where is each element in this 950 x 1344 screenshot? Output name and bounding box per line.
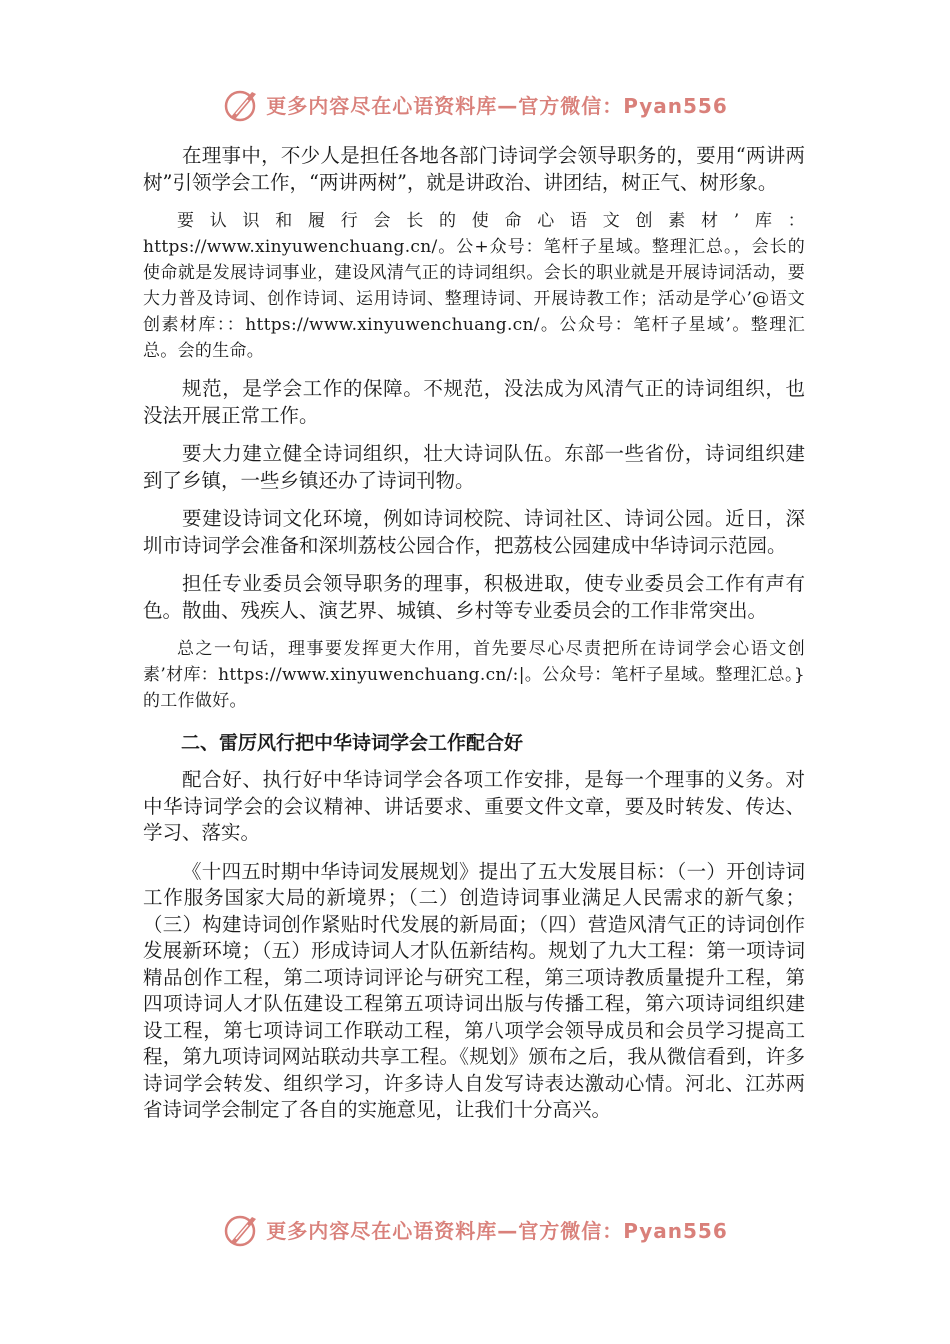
feather-pen-icon xyxy=(222,84,262,124)
paragraph: 担任专业委员会领导职务的理事，积极进取，使专业委员会工作有声有色。散曲、残疾人、演艺界、城镇、乡村等专业委员会的工作非常突出。 xyxy=(143,572,805,622)
watermark-text: 更多内容尽在心语资料库—官方微信：Pyan556 xyxy=(266,93,728,118)
watermark-text: 更多内容尽在心语资料库—官方微信：Pyan556 xyxy=(266,1218,728,1243)
paragraph: 要建设诗词文化环境，例如诗词校院、诗词社区、诗词公园。近日，深圳市诗词学会准备和深圳荔枝公园合作，把荔枝公园建成中华诗词示范园。 xyxy=(143,507,805,557)
paragraph: 规范，是学会工作的保障。不规范，没法成为风清气正的诗词组织，也没法开展正常工作。 xyxy=(143,377,805,427)
paragraph: 要认识和履行会长的使命心语文创素材’库：https://www.xinyuwenchuang.cn/。公+众号：笔杆子星域。整理汇总。，会长的使命就是发展诗词事业，建设风清气正的诗词组织。会长的职业就是开展诗词活动，要大力普及诗词、创作诗词、运用诗词、整理诗词、开展诗教工作；活动是学心’@语文创素材库：：https://www.xinyuwenchuang.cn/。公众号：笔杆子星域’。整理汇总。会的生命。 xyxy=(143,211,805,361)
paragraph: 总之一句话，理事要发挥更大作用，首先要尽心尽责把所在诗词学会心语文创素’材库：https://www.xinyuwenchuang.cn/:|。公众号：笔杆子星域。整理汇总。}的工作做好。 xyxy=(143,639,805,711)
feather-pen-icon xyxy=(222,1209,262,1249)
paragraph: 配合好、执行好中华诗词学会各项工作安排，是每一个理事的义务。对中华诗词学会的会议精神、讲话要求、重要文件文章，要及时转发、传达、学习、落实。 xyxy=(143,768,805,844)
paragraph: 在理事中，不少人是担任各地各部门诗词学会领导职务的，要用“两讲两树”引领学会工作，“两讲两树”，就是讲政治、讲团结，树正气、树形象。 xyxy=(143,144,805,194)
paragraph: 《十四五时期中华诗词发展规划》提出了五大发展目标：（一）开创诗词工作服务国家大局的新境界；（二）创造诗词事业满足人民需求的新气象；（三）构建诗词创作紧贴时代发展的新局面；（四）营造风清气正的诗词创作发展新环境；（五）形成诗词人才队伍新结构。规划了九大工程：第一项诗词精品创作工程，第二项诗词评论与研究工程，第三项诗教质量提升工程，第四项诗词人才队伍建设工程第五项诗词出版与传播工程，第六项诗词组织建设工程，第七项诗词工作联动工程，第八项学会领导成员和会员学习提高工程，第九项诗词网站联动共享工程。《规划》颁布之后，我从微信看到，许多诗词学会转发、组织学习，许多诗人自发写诗表达激动心情。河北、江苏两省诗词学会制定了各自的实施意见，让我们十分高兴。 xyxy=(143,859,805,1121)
section-heading: 二、雷厉风行把中华诗词学会工作配合好 xyxy=(181,732,524,754)
watermark-banner-top xyxy=(0,80,950,128)
document-body xyxy=(143,143,805,1136)
paragraph: 要大力建立健全诗词组织，壮大诗词队伍。东部一些省份，诗词组织建到了乡镇，一些乡镇还办了诗词刊物。 xyxy=(143,442,805,492)
watermark-banner-bottom xyxy=(0,1205,950,1253)
